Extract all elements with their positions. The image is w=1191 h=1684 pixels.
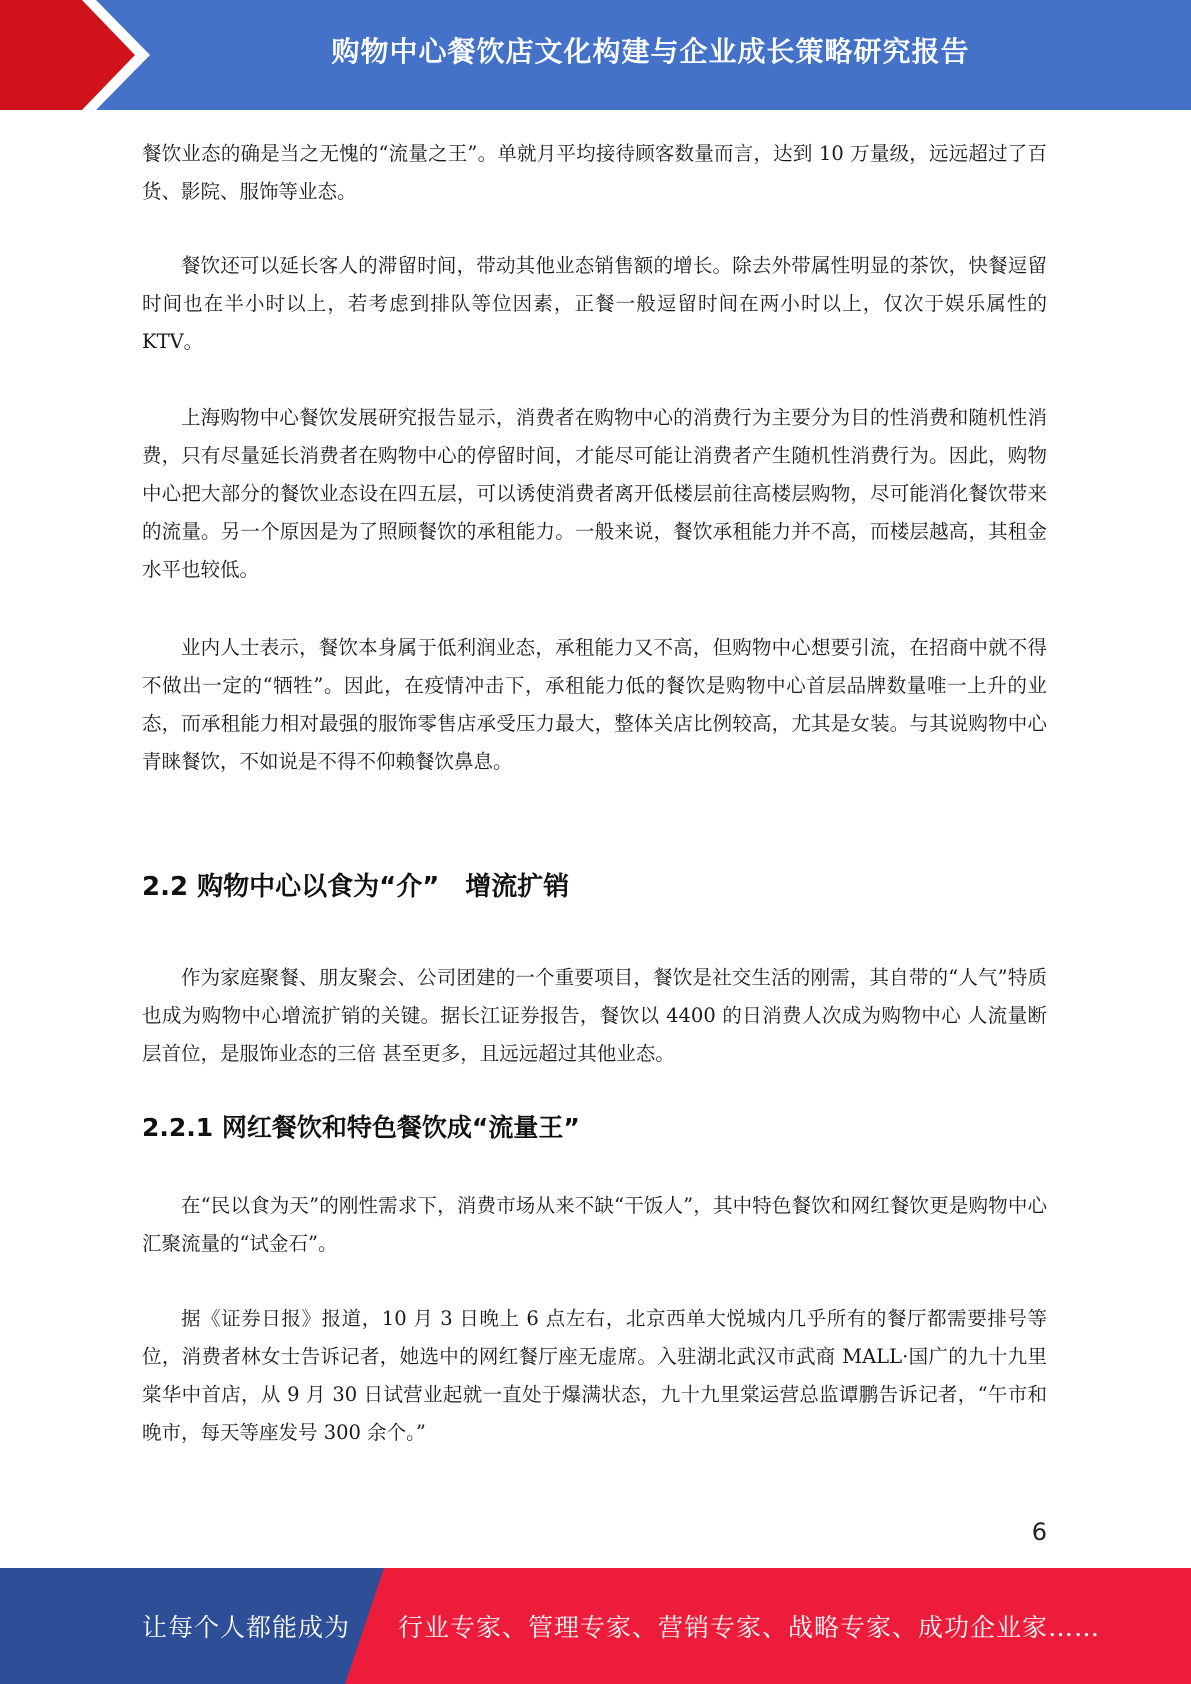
page-footer	[0, 1568, 1191, 1684]
body-paragraph: 餐饮还可以延长客人的滞留时间，带动其他业态销售额的增长。除去外带属性明显的茶饮，快餐逗留时间也在半小时以上，若考虑到排队等位因素，正餐一般逗留时间在两小时以上，仅次于娱乐属性的 KTV。	[142, 254, 1047, 353]
page-header	[0, 0, 1191, 110]
section-heading: 2.2 购物中心以食为“介” 增流扩销	[142, 872, 570, 902]
body-paragraph: 业内人士表示，餐饮本身属于低利润业态，承租能力又不高，但购物中心想要引流，在招商中就不得不做出一定的“牺牲”。因此，在疫情冲击下，承租能力低的餐饮是购物中心首层品牌数量唯一上升的业态，而承租能力相对最强的服饰零售店承受压力最大，整体关店比例较高，尤其是女装。与其说购物中心青睐餐饮，不如说是不得不仰赖餐饮鼻息。	[142, 636, 1047, 773]
body-paragraph: 餐饮业态的确是当之无愧的“流量之王”。单就月平均接待顾客数量而言，达到 10 万量级，远远超过了百货、影院、服饰等业态。	[142, 142, 1047, 203]
body-paragraph: 上海购物中心餐饮发展研究报告显示，消费者在购物中心的消费行为主要分为目的性消费和随机性消费，只有尽量延长消费者在购物中心的停留时间，才能尽可能让消费者产生随机性消费行为。因此，购物中心把大部分的餐饮业态设在四五层，可以诱使消费者离开低楼层前往高楼层购物，尽可能消化餐饮带来的流量。另一个原因是为了照顾餐饮的承租能力。一般来说，餐饮承租能力并不高，而楼层越高，其租金水平也较低。	[142, 406, 1047, 581]
document-title: 购物中心餐饮店文化构建与企业成长策略研究报告	[331, 35, 970, 68]
page-number: 6	[1031, 1518, 1047, 1546]
footer-slogan-right: 行业专家、管理专家、营销专家、战略专家、成功企业家……	[398, 1613, 1101, 1642]
body-paragraph: 据《证券日报》报道，10 月 3 日晚上 6 点左右，北京西单大悦城内几乎所有的餐厅都需要排号等位，消费者林女士告诉记者，她选中的网红餐厅座无虚席。入驻湖北武汉市武商 MALL·国广的九十九里棠华中首店，从 9 月 30 日试营业起就一直处于爆满状态，九十九里棠运营总监谭鹏告诉记者，“午市和晚市，每天等座发号 300 余个。”	[142, 1307, 1047, 1444]
body-paragraph: 作为家庭聚餐、朋友聚会、公司团建的一个重要项目，餐饮是社交生活的刚需，其自带的“人气”特质也成为购物中心增流扩销的关键。据长江证券报告，餐饮以 4400 的日消费人次成为购物中心 人流量断层首位，是服饰业态的三倍 甚至更多，且远远超过其他业态。	[142, 966, 1047, 1065]
subsection-heading: 2.2.1 网红餐饮和特色餐饮成“流量王”	[142, 1113, 580, 1142]
footer-slogan-left: 让每个人都能成为	[142, 1613, 351, 1642]
body-paragraph: 在“民以食为天”的刚性需求下，消费市场从来不缺“干饭人”，其中特色餐饮和网红餐饮更是购物中心汇聚流量的“试金石”。	[142, 1194, 1047, 1255]
